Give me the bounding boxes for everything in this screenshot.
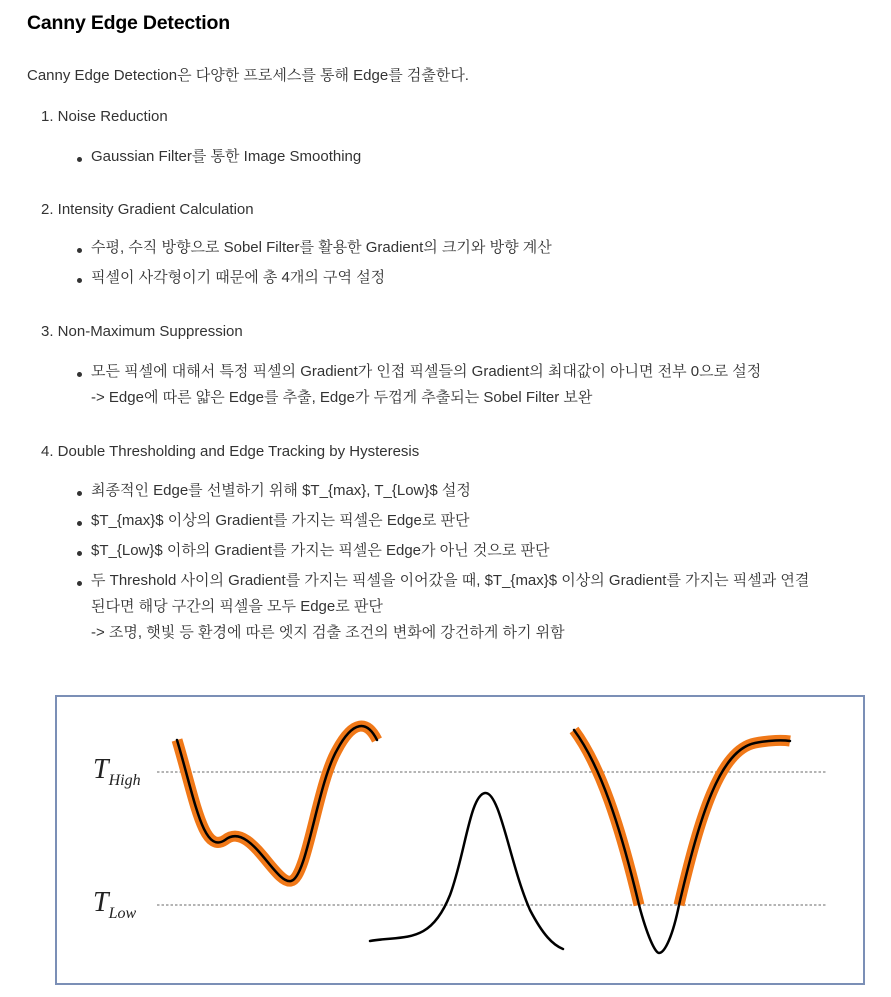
list-item: 픽셀이 사각형이기 때문에 총 4개의 구역 설정: [91, 265, 552, 291]
step-4-bullets: [91, 478, 809, 646]
list-item: 두 Threshold 사이의 Gradient를 가지는 픽셀을 이어갔을 때, $T_{max}$ 이상의 Gradient를 가지는 픽셀과 연결 된다면 해당 구간의 픽셀을 모두 Edge로 판단 -> 조명, 햇빛 등 환경에 따른 엣지 검출 조건의 변화에 강건하게 하기 위함: [91, 568, 809, 646]
list-item: 수평, 수직 방향으로 Sobel Filter를 활용한 Gradient의 크기와 방향 계산: [91, 235, 552, 261]
page-title: Canny Edge Detection: [27, 12, 230, 34]
step-1-heading: 1. Noise Reduction: [41, 108, 168, 125]
step-3-heading: 3. Non-Maximum Suppression: [41, 323, 243, 340]
list-item: $T_{Low}$ 이하의 Gradient를 가지는 픽셀은 Edge가 아닌 것으로 판단: [91, 538, 809, 564]
t-low-label: $T_{Low}$: [93, 887, 137, 922]
t-high-label: $T_{High}$: [93, 754, 141, 789]
list-item: $T_{max}$ 이상의 Gradient를 가지는 픽셀은 Edge로 판단: [91, 508, 809, 534]
list-item: 최종적인 Edge를 선별하기 위해 $T_{max}, T_{Low}$ 설정: [91, 478, 809, 504]
step-4-heading: 4. Double Thresholding and Edge Tracking by Hysteresis: [41, 443, 420, 460]
step-2-bullets: [91, 235, 552, 291]
intro-text: Canny Edge Detection은 다양한 프로세스를 통해 Edge를 검출한다.: [27, 67, 469, 84]
list-item: 모든 픽셀에 대해서 특정 픽셀의 Gradient가 인접 픽셀들의 Gradient의 최대값이 아니면 전부 0으로 설정 -> Edge에 따른 얇은 Edge를 추출, Edge가 두껍게 추출되는 Sobel Filter 보완: [91, 359, 761, 411]
step-3-bullets: [91, 359, 761, 411]
step-2-heading: 2. Intensity Gradient Calculation: [41, 201, 254, 218]
hysteresis-figure: [55, 695, 865, 985]
list-item: Gaussian Filter를 통한 Image Smoothing: [91, 144, 361, 170]
step-1-bullets: [91, 144, 361, 170]
